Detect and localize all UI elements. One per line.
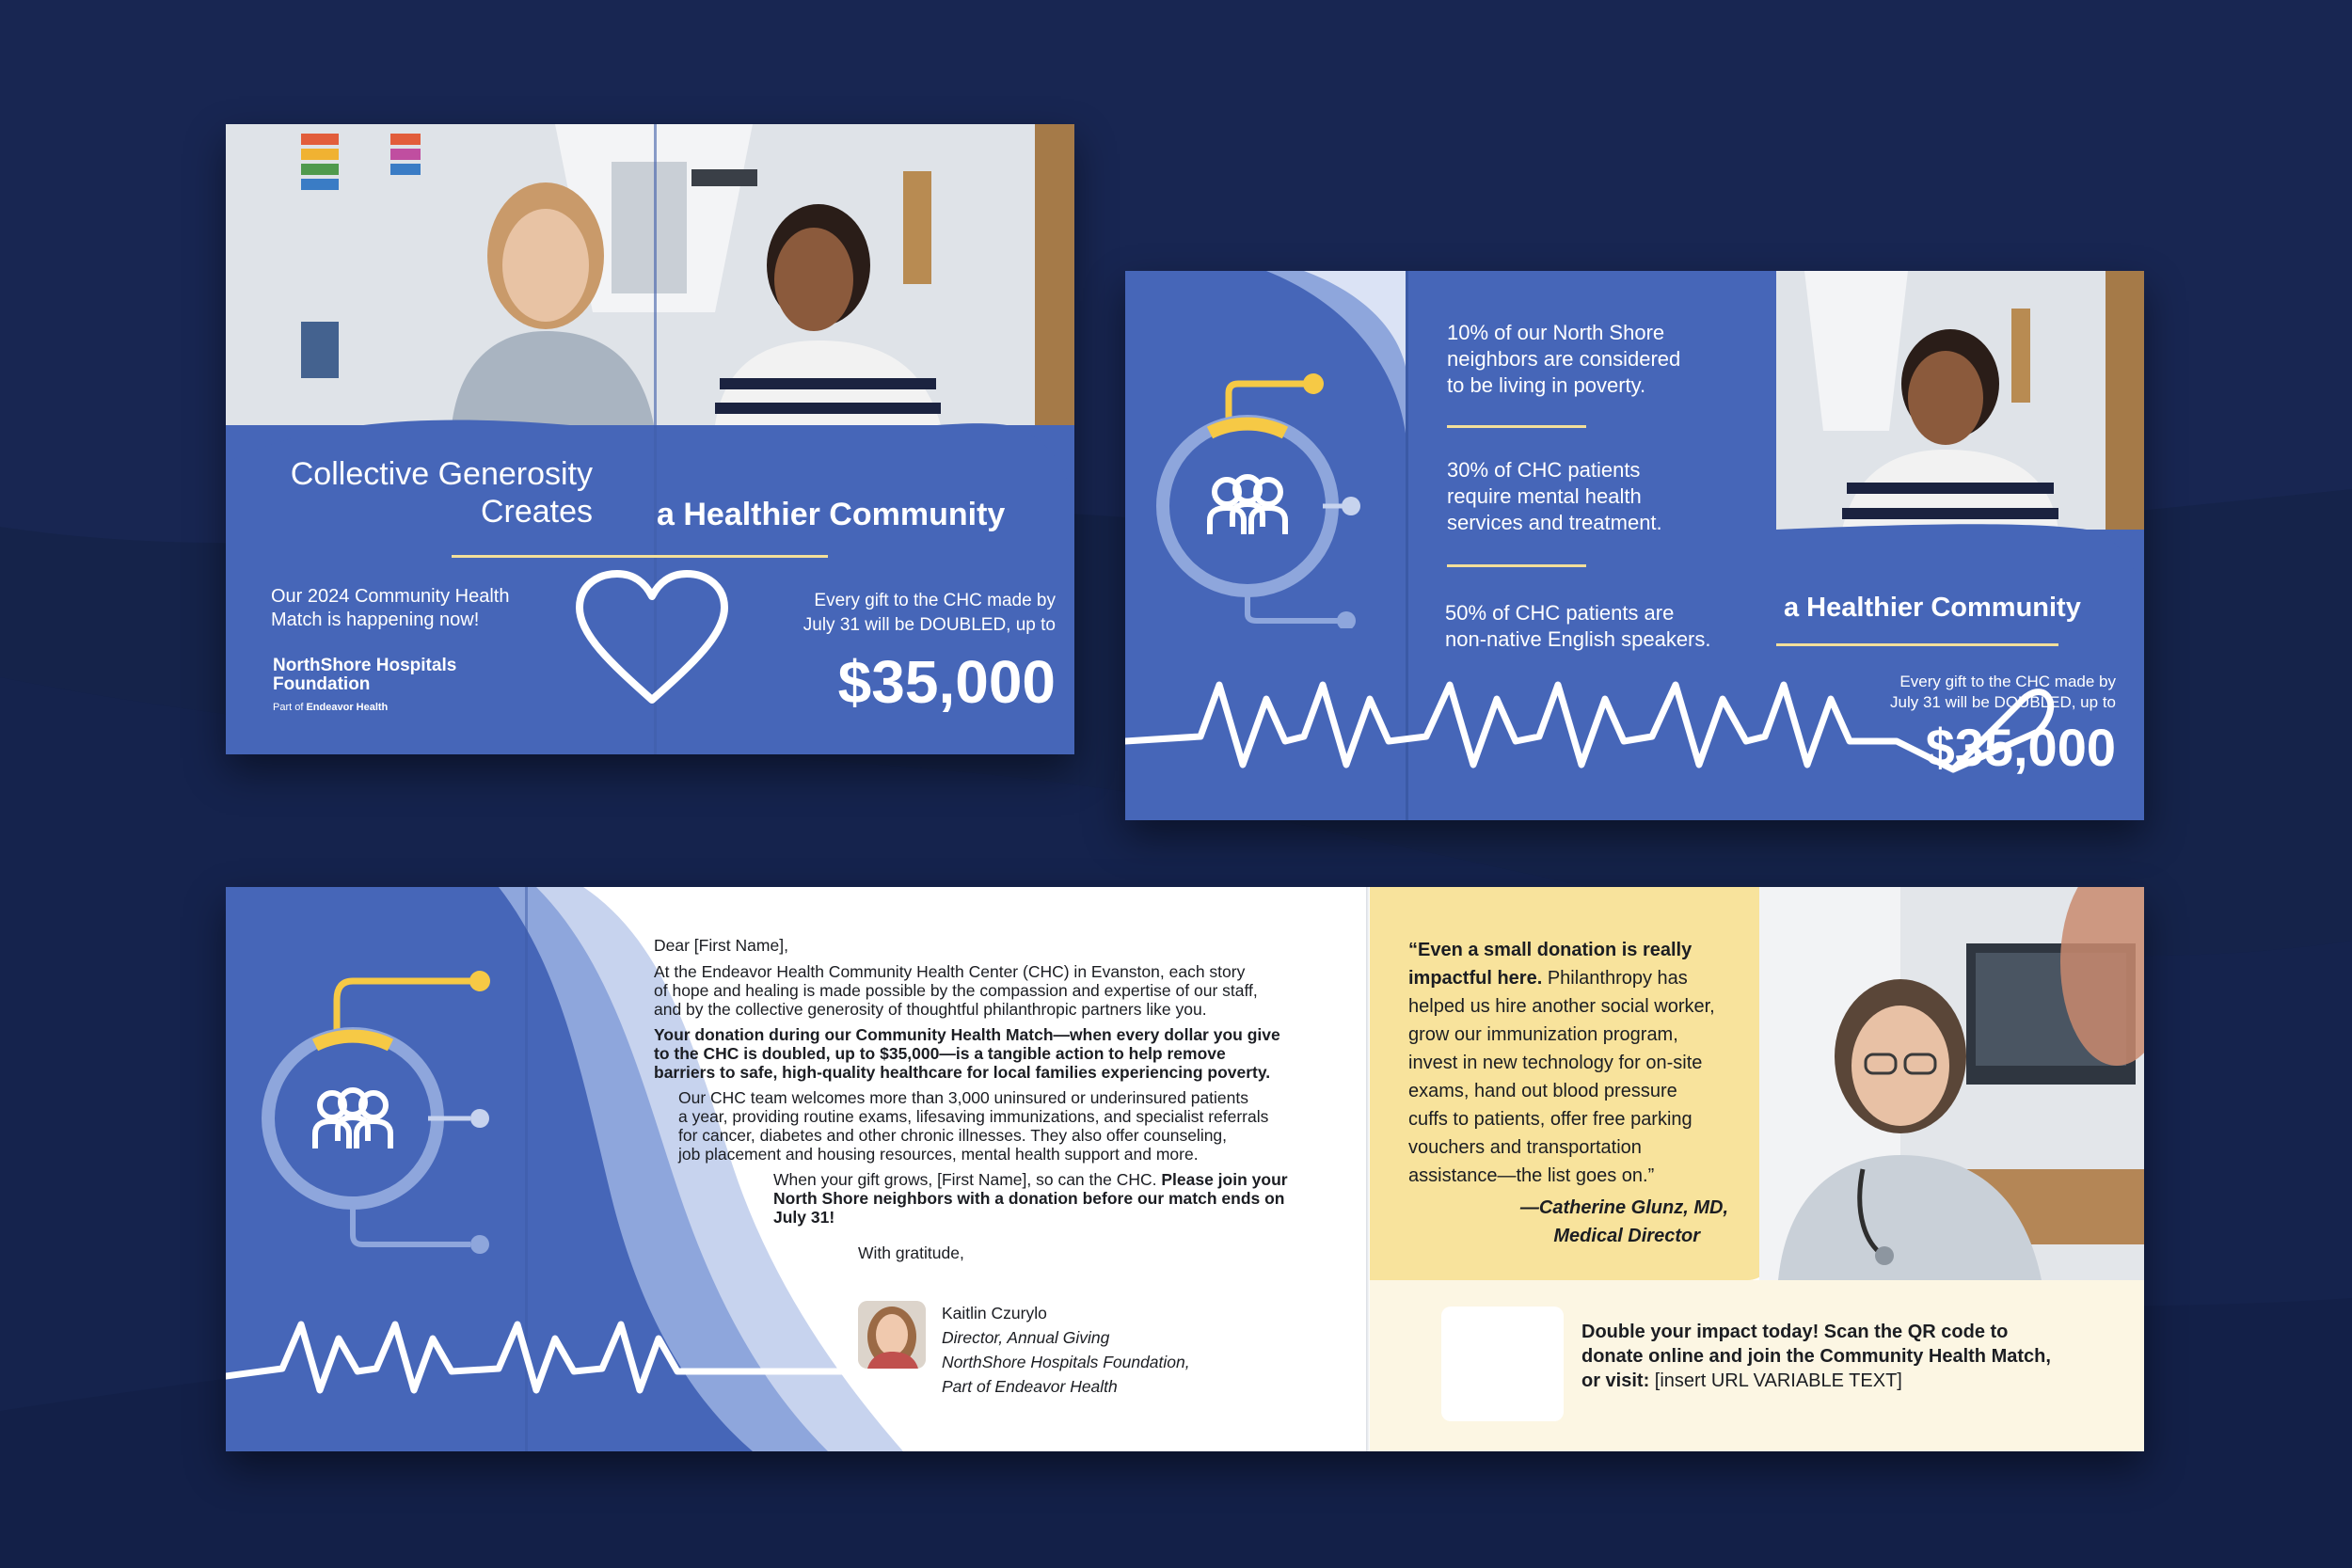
quote-attribution-2: Medical Director [1553, 1226, 1700, 1246]
match-text-line1: Our 2024 Community Health [271, 586, 510, 607]
quote-line2-rest: Philanthropy has [1542, 968, 1688, 989]
stat1-line2: neighbors are considered [1447, 347, 1681, 371]
quote-line2-bold: impactful here. [1408, 968, 1543, 989]
stat1-line1: 10% of our North Shore [1447, 321, 1665, 344]
cta-line3-bold: or visit: [1581, 1370, 1655, 1391]
p3-line4: job placement and housing resources, mental health support and more. [678, 1145, 1199, 1164]
doctor-illustration [1759, 887, 2144, 1280]
quote-line4: grow our immunization program, [1408, 1024, 1678, 1045]
postcard-front [226, 124, 1074, 754]
cta-line1: Double your impact today! Scan the QR code to [1581, 1322, 2009, 1342]
stat3-line2: non-native English speakers. [1445, 627, 1711, 651]
letter-spread [226, 887, 2144, 1451]
back-gift-line2: July 31 will be DOUBLED, up to [1890, 693, 2116, 711]
gift-text-line2: July 31 will be DOUBLED, up to [803, 615, 1056, 635]
p2-line2: to the CHC is doubled, up to $35,000—is a tangible action to help remove [654, 1044, 1226, 1063]
cta-text [1581, 1320, 2051, 1393]
p4-line2: North Shore neighbors with a donation before our match ends on [773, 1189, 1285, 1208]
stat-divider-1 [1447, 425, 1586, 428]
salutation: Dear [First Name], [654, 936, 788, 955]
quote-text [1408, 936, 1766, 1190]
p4-line1-normal: When your gift grows, [First Name], so can the CHC. [773, 1170, 1162, 1189]
headline-line1: Collective Generosity [290, 456, 593, 492]
heart-outline-icon [572, 568, 732, 709]
qr-code-placeholder[interactable] [1441, 1307, 1564, 1421]
quote-line5: invest in new technology for on-site [1408, 1053, 1703, 1073]
patient-photo [1776, 271, 2144, 530]
p3-line1: Our CHC team welcomes more than 3,000 uninsured or underinsured patients [678, 1088, 1249, 1107]
quote-attribution-1: —Catherine Glunz, MD, [1519, 1197, 1728, 1218]
letter-paragraph-3 [654, 1088, 1331, 1164]
divider-rule [452, 555, 828, 558]
stat2-line1: 30% of CHC patients [1447, 458, 1641, 482]
headline-right: a Healthier Community [657, 497, 1006, 532]
quote-line1: “Even a small donation is really [1408, 940, 1692, 960]
stat3-line1: 50% of CHC patients are [1445, 601, 1675, 625]
patient-illustration [1776, 271, 2144, 530]
back-headline: a Healthier Community [1784, 593, 2081, 623]
p2-line1: Your donation during our Community Health Match—when every dollar you give [654, 1025, 1280, 1044]
stat2-line2: require mental health [1447, 484, 1642, 508]
p1-line1: At the Endeavor Health Community Health Center (CHC) in Evanston, each story [654, 962, 1246, 981]
p2-line3: barriers to safe, high-quality healthcare for local families experiencing poverty. [654, 1063, 1271, 1082]
p4-line3: July 31! [773, 1208, 835, 1227]
quote-line3: helped us hire another social worker, [1408, 996, 1715, 1017]
amount: $35,000 [837, 648, 1056, 716]
letter-paragraph-2 [654, 1025, 1331, 1082]
gift-text-line1: Every gift to the CHC made by [814, 591, 1056, 610]
signer-org1: NorthShore Hospitals Foundation, [942, 1353, 1190, 1371]
cta-line2: donate online and join the Community Health Match, [1581, 1346, 2051, 1367]
quote-line8: vouchers and transportation [1408, 1137, 1642, 1158]
p3-line2: a year, providing routine exams, lifesaving immunizations, and specialist referrals [678, 1107, 1269, 1126]
p3-line3: for cancer, diabetes and other chronic illnesses. They also offer counseling, [678, 1126, 1228, 1145]
logo-line2: Foundation [273, 674, 371, 694]
closing: With gratitude, [858, 1243, 964, 1262]
signer-title: Director, Annual Giving [942, 1328, 1110, 1347]
back-headline-rule [1776, 643, 2058, 646]
logo-sub: Part of [273, 702, 304, 713]
back-amount: $35,000 [1925, 718, 2116, 777]
p4-line1-bold: Please join your [1161, 1170, 1288, 1189]
stat-divider-2 [1447, 564, 1586, 567]
postcard-back [1125, 271, 2144, 820]
cta-url-placeholder[interactable]: [insert URL VARIABLE TEXT] [1654, 1370, 1902, 1391]
letter-paragraph-1 [654, 962, 1331, 1019]
people-group-icon [1153, 346, 1379, 628]
letter-paragraph-4 [654, 1170, 1331, 1227]
headline-line2: Creates [480, 494, 593, 530]
p1-line3: and by the collective generosity of thoughtful philanthropic partners like you. [654, 1000, 1207, 1019]
stat1-line3: to be living in poverty. [1447, 373, 1646, 397]
signer-avatar [858, 1301, 926, 1369]
p1-line2: of hope and healing is made possible by the compassion and expertise of our staff, [654, 981, 1258, 1000]
doctor-photo [1759, 887, 2144, 1280]
logo-sub-brand: Endeavor Health [306, 702, 389, 713]
quote-line7: cuffs to patients, offer free parking [1408, 1109, 1692, 1130]
signer-name: Kaitlin Czurylo [942, 1304, 1047, 1323]
signer-org2: Part of Endeavor Health [942, 1377, 1118, 1396]
quote-line9: assistance—the list goes on.” [1408, 1165, 1655, 1186]
logo-line1: NorthShore Hospitals [273, 656, 457, 675]
match-text-line2: Match is happening now! [271, 610, 480, 630]
stat2-line3: services and treatment. [1447, 511, 1662, 534]
back-gift-line1: Every gift to the CHC made by [1899, 673, 2116, 690]
quote-line6: exams, hand out blood pressure [1408, 1081, 1677, 1101]
